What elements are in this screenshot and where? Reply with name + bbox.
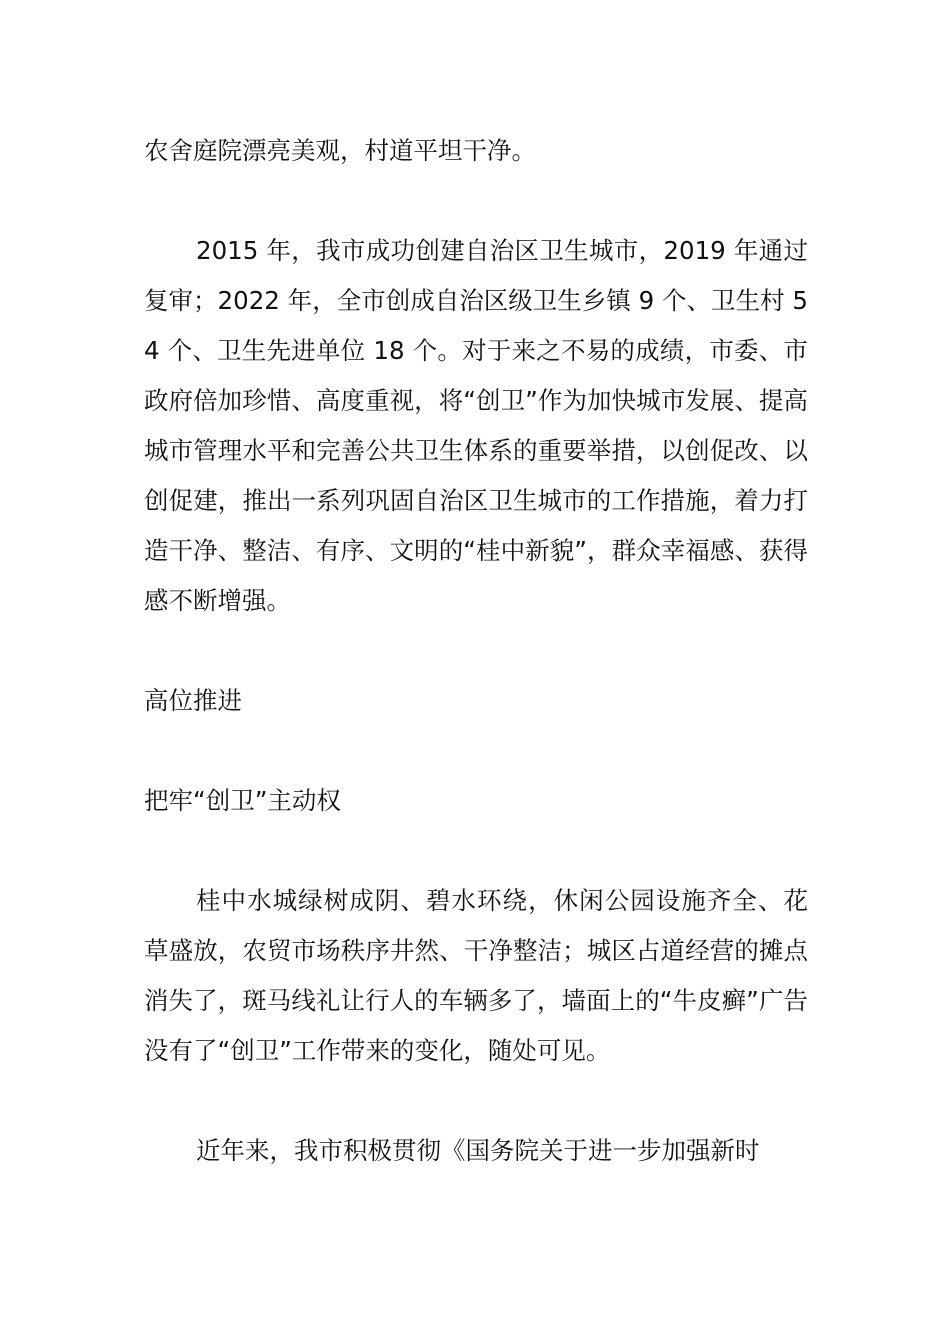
document-body bbox=[144, 126, 808, 1226]
section-heading-high-level-promotion: 高位推进 bbox=[144, 686, 242, 715]
paragraph-city-changes: 桂中水城绿树成阴、碧水环绕，休闲公园设施齐全、花草盛放，农贸市场秩序井然、干净整洁；城区占道经营的摊点消失了，斑马线礼让行人的车辆多了，墙面上的“牛皮癣”广告没有了“创卫”工作带来的变化，随处可见。 bbox=[144, 886, 808, 1065]
paragraph-health-city-achievements: 2015 年，我市成功创建自治区卫生城市，2019 年通过复审；2022 年，全市创成自治区级卫生乡镇 9 个、卫生村 54 个、卫生先进单位 18 个。对于来之不易的成绩，市委、市政府倍加珍惜、高度重视，将“创卫”作为加快城市发展、提高城市管理水平和完善公共卫生体系的重要举措，以创促改、以创促建，推出一系列巩固自治区卫生城市的工作措施，着力打造干净、整洁、有序、文明的“桂中新貌”，群众幸福感、获得感不断增强。 bbox=[144, 236, 808, 615]
section-subheading-initiative: 把牢“创卫”主动权 bbox=[144, 786, 341, 815]
paragraph-village-clean: 农舍庭院漂亮美观，村道平坦干净。 bbox=[144, 136, 536, 165]
paragraph-state-council-policy: 近年来，我市积极贯彻《国务院关于进一步加强新时 bbox=[196, 1136, 760, 1165]
